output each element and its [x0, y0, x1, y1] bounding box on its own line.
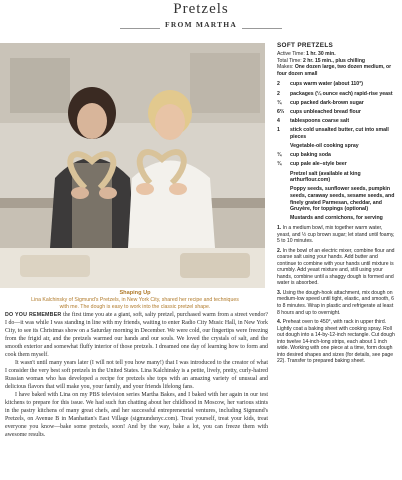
ingredient-text: tablespoons coarse salt	[290, 118, 350, 125]
ingredient-text: cup packed dark-brown sugar	[290, 99, 364, 106]
ingredient-quantity: ¾	[277, 161, 282, 168]
page-title: Pretzels	[173, 1, 229, 17]
ingredient-text: cups warm water (about 110°)	[290, 81, 363, 88]
ingredient-item	[277, 186, 395, 212]
lead-in: DO YOU REMEMBER	[5, 312, 62, 318]
ingredient-item	[277, 91, 395, 98]
recipe-step	[277, 319, 395, 365]
active-time	[277, 51, 395, 58]
ingredient-item	[277, 127, 395, 140]
step-number: 3.	[277, 289, 282, 296]
recipe-column	[277, 42, 395, 368]
ingredient-quantity: 2	[277, 81, 280, 88]
ingredient-quantity: ¾	[277, 152, 282, 159]
total-time	[277, 58, 395, 65]
caption-body: Lina Kalchinsky of Sigmund's Pretzels, in New York City, shared her recipe and techniques with me. The dough is easy to work into the classic pretzel shape.	[31, 297, 239, 311]
ingredient-list	[277, 81, 395, 222]
ingredient-text: cups unbleached bread flour	[290, 108, 361, 115]
recipe-steps	[277, 225, 395, 365]
ingredient-item	[277, 152, 395, 159]
ingredient-item	[277, 215, 395, 222]
article-paragraph	[5, 311, 268, 359]
ingredient-text: stick cold unsalted butter, cut into small pieces	[290, 127, 389, 140]
ingredient-item	[277, 171, 395, 184]
makes-value: One dozen large, two dozen medium, or four dozen small	[277, 64, 392, 77]
step-text: In a medium bowl, mix together warm water, yeast, and ½ cup brown sugar; let stand until foamy, 5 to 10 minutes.	[277, 225, 395, 245]
feature-photo	[0, 43, 265, 288]
recipe-meta	[277, 51, 395, 77]
ingredient-quantity: 2	[277, 90, 280, 97]
caption-title: Shaping Up	[119, 290, 151, 296]
ingredient-text: cup pale ale–style beer	[290, 161, 347, 168]
ingredient-item	[277, 81, 395, 88]
ingredient-text: Pretzel salt (available at king arthurflour.com)	[290, 170, 361, 184]
ingredient-text: Mustards and cornichons, for serving	[290, 215, 383, 222]
ingredient-quantity: 4	[277, 118, 280, 125]
active-time-value: 1 hr. 30 min.	[304, 51, 336, 57]
recipe-step	[277, 225, 395, 245]
step-number: 2.	[277, 247, 282, 254]
ingredient-item	[277, 118, 395, 125]
article-body	[5, 311, 268, 439]
ingredient-text: packages (¼ ounce each) rapid-rise yeast	[290, 90, 393, 97]
ingredient-item	[277, 100, 395, 107]
step-text: Using the dough-hook attachment, mix dough on medium-low speed until tight, elastic, and smooth, 6 to 8 minutes. Wrap in plastic and refrigerate at least 8 hours and up to overnight.	[277, 289, 394, 316]
header-rule-right	[242, 28, 282, 29]
makes	[277, 64, 395, 77]
step-text: In the bowl of an electric mixer, combine flour and coarse salt using your hands. Add butter and continue to combine with your hands until mixture is crumbly. Add yeast mixture and, still using your hands, combine until a shaggy dough is formed and water is absorbed.	[277, 247, 395, 287]
step-number: 4.	[277, 319, 282, 326]
paragraph-1-text: the first time you ate a giant, soft, salty pretzel, purchased warm from a street vendor? I do—it was while I was standing in line with my friends, waiting to enter Radio City Music Hall, in New York City, to see its Christmas show on a Saturday morning in December. We were cold, our fingertips were freezing from the frigid air, and the pretzels warmed our hands and our souls. We loved the crystals of salt, and the smooth exterior and somewhat fluffy interior of those pretzels. I dreamed one day of learning how to form and cook them myself.	[5, 312, 268, 358]
photo-caption	[30, 290, 240, 311]
article-paragraph: I have baked with Lina on my PBS television series Martha Bakes, and I baked with her again in our test kitchens to prepare for this issue. We had such fun chatting about her childhood in Moscow, her various stints in the pastry kitchens of many great chefs, and her successful entrepreneurial ventures, including Sigmund's Pretzels, on Avenue B in Manhattan's East Village (sigmundsnyc.com). Treat yourself, treat your kids, treat everyone you know—bake some pretzels, soon! And by the way, bake a lot, you can freeze them with awesome results.	[5, 392, 268, 438]
ingredient-quantity: 1	[277, 127, 280, 134]
active-time-label: Active Time:	[277, 51, 305, 57]
makes-label: Makes:	[277, 64, 294, 71]
ingredient-text: Poppy seeds, sunflower seeds, pumpkin seeds, caraway seeds, sesame seeds, and finely grated Parmesan, cheddar, and Gruyère, for toppings (optional)	[290, 186, 395, 213]
ingredient-quantity: 6⅔	[277, 108, 285, 115]
article-paragraph: It wasn't until many years later (I will not tell you how many!) that I was introduced to the creator of what I consider the very best soft pretzels in the United States. Lina Kalchinsky is a petite, lively, pretty, curly-haired Russian woman who has developed a recipe for pretzels she tops with an amazing variety of unusual and delicious flavors that will make you, your family, and your friends lifelong fans.	[5, 360, 268, 390]
ingredient-text: Vegetable-oil cooking spray	[290, 143, 359, 150]
page-subtitle: FROM MARTHA	[165, 20, 237, 29]
step-number: 1.	[277, 225, 282, 231]
ingredient-item	[277, 143, 395, 150]
total-time-label: Total Time:	[277, 57, 302, 64]
ingredient-text: cup baking soda	[290, 152, 331, 159]
ingredient-item	[277, 109, 395, 116]
recipe-step	[277, 290, 395, 316]
recipe-step	[277, 248, 395, 287]
total-time-value: 2 hr. 15 min., plus chilling	[301, 57, 366, 64]
recipe-heading: SOFT PRETZELS	[277, 42, 334, 49]
step-text: Preheat oven to 450°, with rack in upper third. Lightly coat a baking sheet with cooking spray. Roll out dough into a 14-by-12-inch rectangle. Cut dough into twelve 14-inch-long strips, each about 1 inch wide. Working with one piece at a time, form dough into desired shapes and sizes (for details, see page 22). Transfer to prepared baking sheet.	[277, 319, 395, 365]
ingredient-item	[277, 161, 395, 168]
ingredient-quantity: ¾	[277, 99, 282, 106]
